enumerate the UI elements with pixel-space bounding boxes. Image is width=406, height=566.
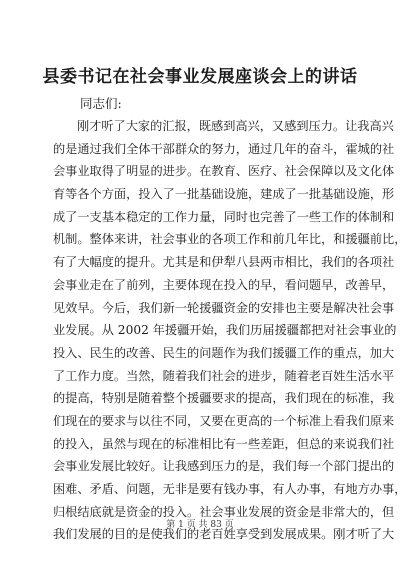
body-line: 的提高，特别是随着整个援疆要求的提高，我们现在的标准，我	[53, 391, 395, 406]
body-line: 归根结底就是资金的投入。社会事业发展的资金是非常大的，但	[53, 504, 395, 519]
salutation: 同志们:	[80, 96, 122, 111]
body-line: 的是通过我们全体干部群众的努力，通过几年的奋斗，霍城的社	[53, 141, 395, 156]
body-line: 刚才听了大家的汇报，既感到高兴，又感到压力。让我高兴	[77, 119, 394, 133]
body-line: 业发展。从 2002 年援疆开始，我们历届援疆都把对社会事业的	[53, 323, 397, 338]
body-line: 成了一支基本稳定的工作力量，同时也完善了一些工作的体制和	[53, 209, 395, 224]
body-line: 投入、民生的改善、民生的问题作为我们援疆工作的重点，加大	[53, 345, 395, 360]
body-line: 机制。整体来讲，社会事业的各项工作和前几年比，和援疆前比，	[53, 232, 406, 247]
body-line: 会事业走在了前列，主要体现在投入的早，看问题早，改善早，	[53, 277, 395, 292]
body-line: 育等各个方面，投入了一批基础设施，建成了一批基础设施，形	[53, 187, 395, 202]
speech-body	[53, 115, 406, 546]
body-line: 了工作力度。当然，随着我们社会的进步，随着老百姓生活水平	[53, 368, 395, 383]
body-line: 的投入，虽然与现在的标准相比有一些差距，但总的来说我们社	[53, 436, 395, 451]
body-line: 有了大幅度的提升。尤其是和伊犁八县两市相比，我们的各项社	[53, 255, 395, 270]
document-title: 县委书记在社会事业发展座谈会上的讲话	[42, 67, 358, 87]
body-line: 们现在的要求与以往不同，又要在更高的一个标准上看我们原来	[53, 413, 395, 428]
body-line: 会事业取得了明显的进步。在教育、医疗、社会保障以及文化体	[53, 164, 395, 179]
body-line: 会事业发展比较好。让我感到压力的是，我们每一个部门提出的	[53, 459, 395, 474]
body-line: 我们发展的目的是使我们的老百姓享受到发展成果。刚才听了大	[53, 527, 395, 542]
page-footer: 第 1 页 共 83 页	[166, 520, 234, 530]
body-line: 困难、矛盾、问题，无非是要有钱办事，有人办事，有地方办事，	[53, 482, 406, 496]
body-line: 见效早。今后，我们新一轮援疆资金的安排也主要是解决社会事	[53, 300, 395, 315]
